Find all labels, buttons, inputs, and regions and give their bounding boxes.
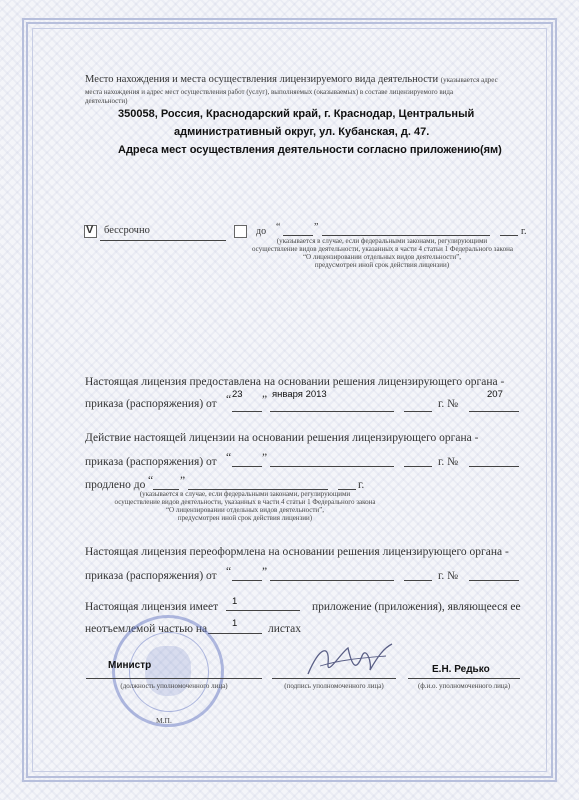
reissued-line-1: Настоящая лицензия переоформлена на основании решения лицензирующего органа - xyxy=(85,546,509,558)
attachments-count: 1 xyxy=(232,596,238,607)
handwritten-signature xyxy=(300,636,400,684)
until-year-suffix: г. xyxy=(521,226,527,237)
extended-number-line xyxy=(469,466,519,467)
address-line-3: Адреса мест осуществления деятельности согласно приложению(ям) xyxy=(118,144,502,156)
signature-line xyxy=(272,678,396,679)
term-note-3: “О лицензировании отдельных видов деятельности”, xyxy=(302,253,462,261)
position-line xyxy=(86,678,262,679)
attachments-label: Настоящая лицензия имеет xyxy=(85,601,219,613)
location-header xyxy=(85,74,498,85)
term-note-4: предусмотрен иной срок действия лицензии) xyxy=(314,261,450,269)
signer-name: Е.Н. Редько xyxy=(432,664,490,675)
name-line xyxy=(408,678,520,679)
quote-close: ” xyxy=(314,222,319,233)
location-header-note: (указывается адрес xyxy=(440,76,498,84)
extended-day-line xyxy=(232,466,262,467)
location-header-main: Место нахождения и места осуществления лицензируемого вида деятельности xyxy=(85,74,439,85)
granted-number: 207 xyxy=(487,389,503,400)
until-year-line xyxy=(500,235,518,236)
integral-label: неотъемлемой частью на xyxy=(85,623,208,635)
reissued-year-line xyxy=(404,580,432,581)
prolonged-year-suffix: г. xyxy=(358,479,365,491)
address-line-2: административный округ, ул. Кубанская, д. 47. xyxy=(174,126,430,138)
sheets-count: 1 xyxy=(232,618,238,629)
prolonged-quote-open: “ xyxy=(148,475,154,487)
extended-note-4: предусмотрен иной срок действия лицензии) xyxy=(177,514,313,522)
granted-month-line xyxy=(270,411,394,412)
granted-day: 23 xyxy=(232,389,243,400)
granted-day-line xyxy=(232,411,262,412)
unlimited-label: бессрочно xyxy=(104,225,150,236)
granted-line-1: Настоящая лицензия предоставлена на основании решения лицензирующего органа - xyxy=(85,376,505,388)
term-note-2: осуществление видов деятельности, указанных в части 4 статьи 1 Федерального закона xyxy=(252,245,513,253)
granted-year-line xyxy=(404,411,432,412)
granted-number-line xyxy=(469,411,519,412)
extended-number-label: г. № xyxy=(438,456,459,468)
sheets-count-line xyxy=(208,633,262,634)
prolonged-label: продлено до xyxy=(85,479,146,491)
prolonged-quote-close: ” xyxy=(180,475,186,487)
reissued-day-line xyxy=(232,580,262,581)
until-label: до xyxy=(256,226,267,237)
extended-order-label: приказа (распоряжения) от xyxy=(85,456,217,468)
reissued-order-label: приказа (распоряжения) от xyxy=(85,570,217,582)
reissued-quote-open: “ xyxy=(226,566,232,578)
extended-quote-close: ” xyxy=(262,452,268,464)
until-day-line xyxy=(283,235,313,236)
granted-order-label: приказа (распоряжения) от xyxy=(85,398,217,410)
extended-line-1: Действие настоящей лицензии на основании решения лицензирующего органа - xyxy=(85,432,479,444)
granted-quote-close: ” xyxy=(262,394,268,406)
position-caption: (должность уполномоченного лица) xyxy=(120,682,228,690)
location-header-note-2: места нахождения и адрес мест осуществления работ (услуг), выполняемых (оказываемых) в составе лицензируемого вида xyxy=(85,88,454,96)
signature-caption: (подпись уполномоченного лица) xyxy=(284,682,384,690)
reissued-month-line xyxy=(270,580,394,581)
reissued-number-label: г. № xyxy=(438,570,459,582)
extended-quote-open: “ xyxy=(226,452,232,464)
quote-open: “ xyxy=(276,222,281,233)
until-checkbox[interactable] xyxy=(234,225,247,238)
extended-note-2: осуществление видов деятельности, указанных в части 4 статьи 1 Федерального закона xyxy=(114,498,376,506)
check-mark-icon: V xyxy=(86,224,94,236)
term-note-1: (указывается в случае, если федеральными законами, регулирующими xyxy=(276,237,488,245)
unlimited-checkbox[interactable] xyxy=(84,225,97,238)
until-month-line xyxy=(322,235,490,236)
extended-note-1: (указывается в случае, если федеральными законами, регулирующими xyxy=(139,490,351,498)
granted-number-label: г. № xyxy=(438,398,459,410)
attachments-after: приложение (приложения), являющееся ее xyxy=(312,601,521,613)
official-seal xyxy=(112,615,224,727)
extended-month-line xyxy=(270,466,394,467)
unlimited-underline xyxy=(100,240,226,241)
reissued-quote-close: ” xyxy=(262,566,268,578)
attachments-count-line xyxy=(226,610,300,611)
granted-quote-open: “ xyxy=(226,394,232,406)
granted-month-year: января 2013 xyxy=(272,389,327,400)
extended-year-line xyxy=(404,466,432,467)
name-caption: (ф.и.о. уполномоченного лица) xyxy=(417,682,511,690)
reissued-number-line xyxy=(469,580,519,581)
signer-position: Министр xyxy=(108,660,152,671)
address-line-1: 350058, Россия, Краснодарский край, г. Краснодар, Центральный xyxy=(118,108,475,120)
sheets-label: листах xyxy=(268,623,302,635)
location-header-note-3: деятельности) xyxy=(85,97,128,105)
extended-note-3: “О лицензировании отдельных видов деятельности”, xyxy=(165,506,325,514)
seal-label: М.П. xyxy=(156,716,172,725)
